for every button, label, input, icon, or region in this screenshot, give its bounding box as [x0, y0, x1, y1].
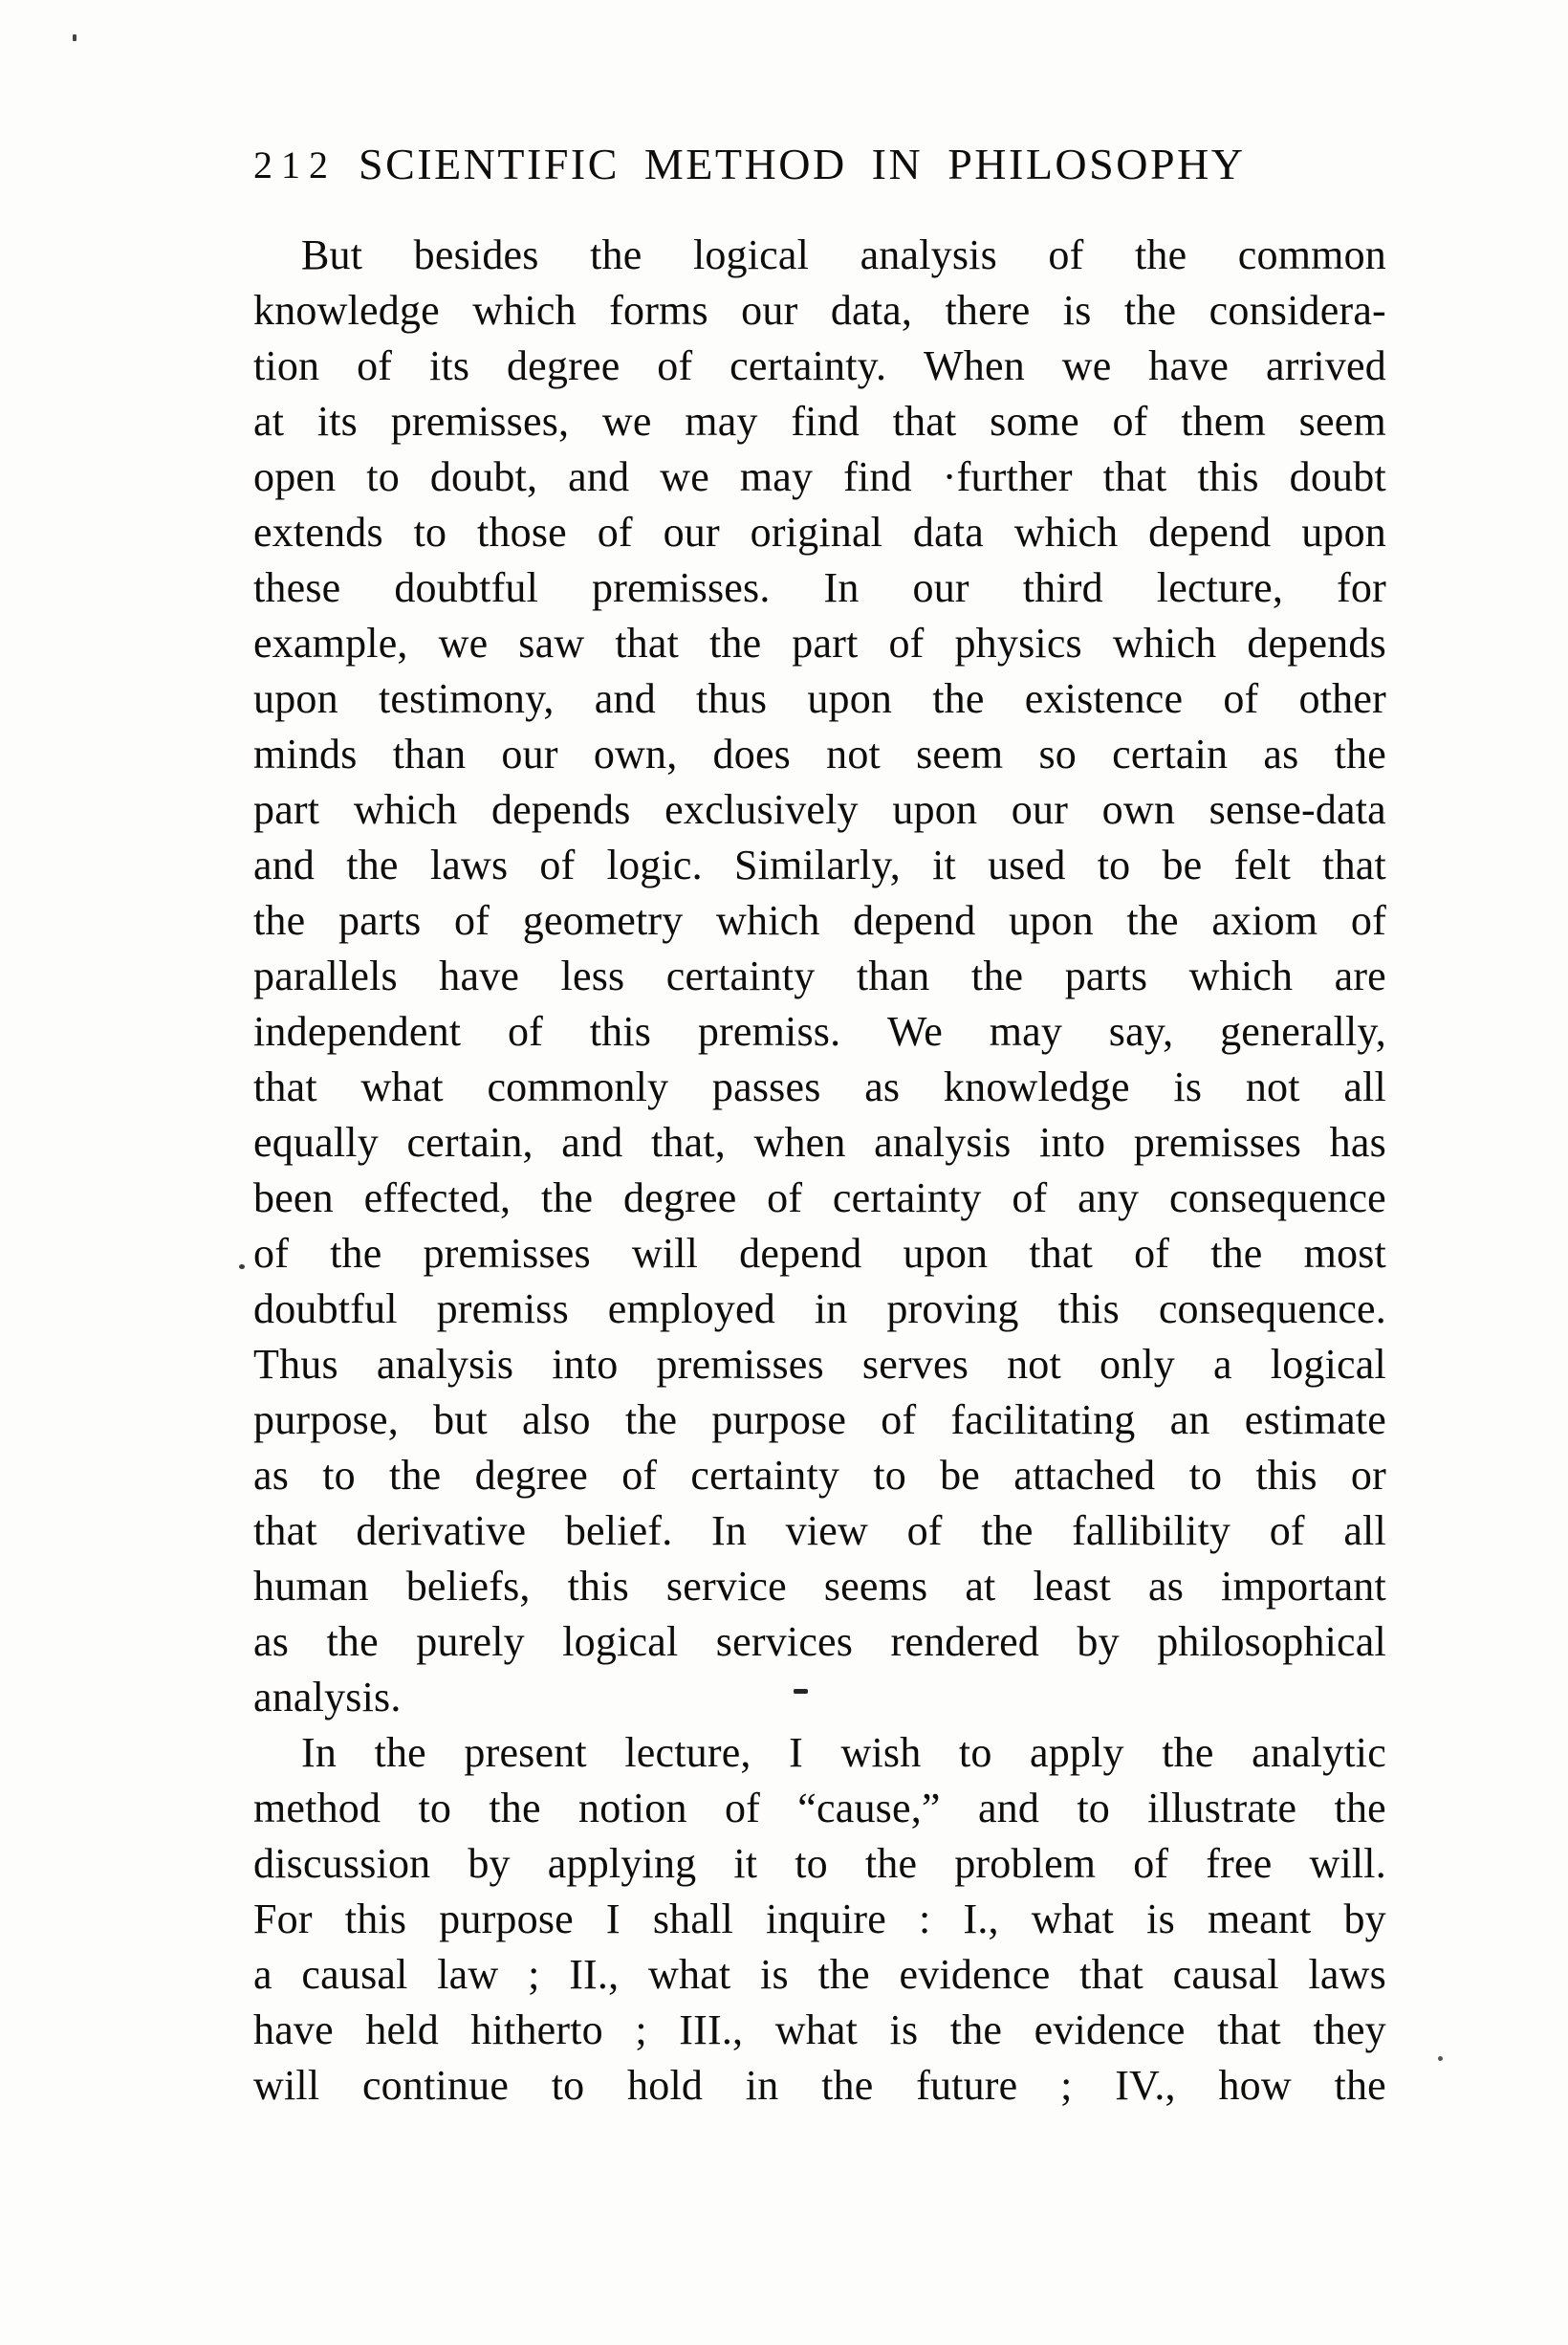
- text-line: example, we saw that the part of physics which depends: [253, 620, 1386, 667]
- text-line: been effected, the degree of certainty of any consequence: [253, 1174, 1386, 1221]
- text-line: these doubtful premisses. In our third lecture, for: [253, 564, 1386, 611]
- text-line: the parts of geometry which depend upon the axiom of: [253, 897, 1386, 944]
- scan-speck-topleft: [73, 34, 76, 41]
- text-line: and the laws of logic. Similarly, it used to be felt that: [253, 842, 1386, 888]
- text-line: minds than our own, does not seem so certain as the: [253, 731, 1386, 778]
- page-number: 212: [253, 143, 337, 186]
- text-line: human beliefs, this service seems at least as important: [253, 1563, 1386, 1610]
- text-line: of the premisses will depend upon that of the most: [253, 1230, 1386, 1277]
- text-line: part which depends exclusively upon our own sense-data: [253, 786, 1386, 833]
- text-line: open to doubt, and we may find ·further that this doubt: [253, 453, 1386, 500]
- text-line: as to the degree of certainty to be attached to this or: [253, 1452, 1386, 1499]
- running-head: [253, 137, 1386, 192]
- body-text-block: [253, 228, 1386, 2114]
- text-line: a causal law ; II., what is the evidence that causal laws: [253, 1951, 1386, 1998]
- text-line: extends to those of our original data which depend upon: [253, 509, 1386, 556]
- text-line: parallels have less certainty than the parts which are: [253, 953, 1386, 999]
- text-line: doubtful premiss employed in proving this consequence.: [253, 1285, 1386, 1332]
- text-line: discussion by applying it to the problem of free will.: [253, 1840, 1386, 1887]
- paragraph-1: [253, 228, 1386, 1725]
- text-line: method to the notion of “cause,” and to illustrate the: [253, 1785, 1386, 1831]
- text-line: upon testimony, and thus upon the existence of other: [253, 675, 1386, 722]
- text-line: purpose, but also the purpose of facilitating an estimate: [253, 1396, 1386, 1443]
- text-line: that what commonly passes as knowledge is not all: [253, 1063, 1386, 1110]
- text-line: knowledge which forms our data, there is the considera-: [253, 287, 1386, 334]
- text-line: analysis.: [253, 1674, 402, 1720]
- text-line: But besides the logical analysis of the common: [301, 231, 1386, 278]
- text-line: For this purpose I shall inquire : I., what is meant by: [253, 1896, 1386, 1942]
- text-line: will continue to hold in the future ; IV., how the: [253, 2062, 1386, 2109]
- scan-dot-left-margin: [239, 1264, 245, 1269]
- text-line: at its premisses, we may find that some of them seem: [253, 398, 1386, 445]
- text-line: Thus analysis into premisses serves not only a logical: [253, 1341, 1386, 1388]
- text-line: have held hitherto ; III., what is the evidence that they: [253, 2006, 1386, 2053]
- paragraph-2: [253, 1725, 1386, 2114]
- text-line: In the present lecture, I wish to apply the analytic: [301, 1729, 1386, 1776]
- running-title: SCIENTIFIC METHOD IN PHILOSOPHY: [359, 140, 1246, 188]
- text-line: independent of this premiss. We may say, generally,: [253, 1008, 1386, 1055]
- text-line: as the purely logical services rendered by philosophical: [253, 1618, 1386, 1665]
- text-line: that derivative belief. In view of the fallibility of all: [253, 1507, 1386, 1554]
- text-line: equally certain, and that, when analysis into premisses has: [253, 1119, 1386, 1166]
- scan-dot-right-margin: [1438, 2056, 1443, 2061]
- text-line: tion of its degree of certainty. When we have arrived: [253, 342, 1386, 389]
- scan-dash-artifact: [794, 1689, 808, 1694]
